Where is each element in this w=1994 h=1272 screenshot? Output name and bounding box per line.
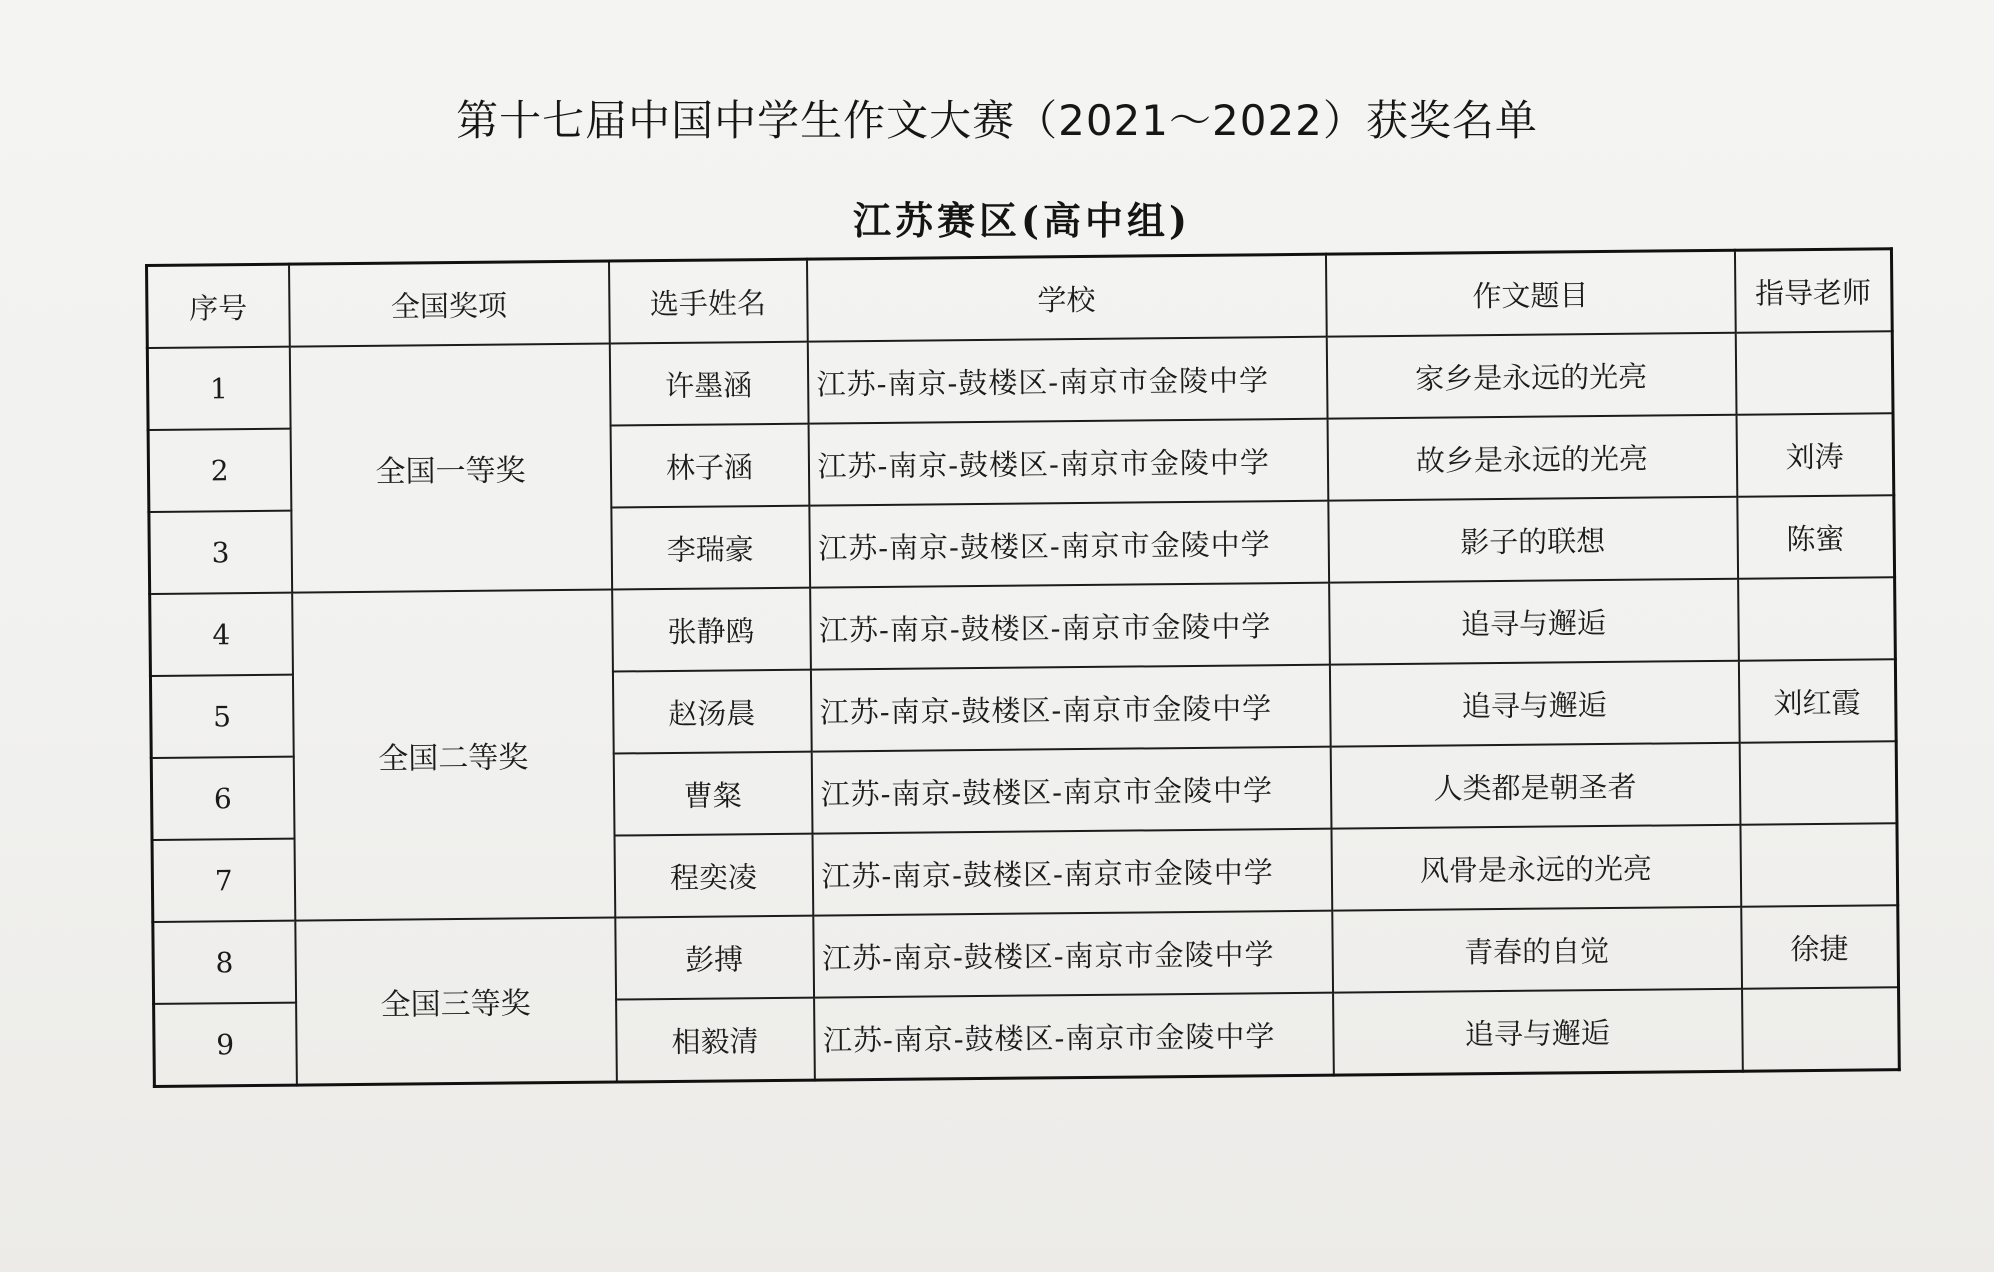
awards-table-container bbox=[145, 247, 1898, 1088]
seq-cell: 1 bbox=[147, 347, 290, 430]
teacher-cell: 陈蜜 bbox=[1737, 495, 1895, 579]
school-cell: 江苏-南京-鼓楼区-南京市金陵中学 bbox=[812, 829, 1332, 916]
seq-cell: 7 bbox=[152, 839, 295, 922]
header-seq: 序号 bbox=[147, 264, 290, 348]
document-title: 第十七届中国中学生作文大赛（2021～2022）获奖名单 bbox=[456, 96, 1538, 145]
essay-cell: 追寻与邂逅 bbox=[1329, 661, 1739, 747]
seq-cell: 5 bbox=[150, 675, 293, 758]
header-school: 学校 bbox=[806, 254, 1326, 341]
essay-cell: 风骨是永远的光亮 bbox=[1331, 825, 1741, 911]
awards-table bbox=[145, 247, 1901, 1088]
essay-cell: 故乡是永远的光亮 bbox=[1327, 415, 1737, 501]
award-cell: 全国三等奖 bbox=[295, 918, 617, 1086]
school-cell: 江苏-南京-鼓楼区-南京市金陵中学 bbox=[810, 583, 1330, 670]
essay-cell: 追寻与邂逅 bbox=[1333, 989, 1743, 1075]
seq-cell: 6 bbox=[151, 757, 294, 840]
teacher-cell: 刘涛 bbox=[1736, 413, 1894, 497]
header-essay: 作文题目 bbox=[1325, 250, 1735, 336]
name-cell: 曹粲 bbox=[613, 752, 812, 836]
seq-cell: 3 bbox=[149, 511, 292, 594]
header-name: 选手姓名 bbox=[608, 259, 807, 343]
teacher-cell bbox=[1735, 331, 1893, 415]
essay-cell: 青春的自觉 bbox=[1332, 907, 1742, 993]
essay-cell: 追寻与邂逅 bbox=[1329, 579, 1739, 665]
header-award: 全国奖项 bbox=[289, 261, 610, 347]
name-cell: 相毅清 bbox=[616, 998, 815, 1082]
school-cell: 江苏-南京-鼓楼区-南京市金陵中学 bbox=[810, 665, 1330, 752]
name-cell: 赵汤晨 bbox=[612, 670, 811, 754]
name-cell: 张静鸥 bbox=[612, 588, 811, 672]
teacher-cell bbox=[1738, 577, 1896, 661]
name-cell: 程奕凌 bbox=[614, 834, 813, 918]
seq-cell: 8 bbox=[153, 921, 296, 1004]
seq-cell: 2 bbox=[148, 429, 291, 512]
teacher-cell bbox=[1742, 987, 1900, 1071]
document-subtitle: 江苏赛区(高中组) bbox=[853, 198, 1191, 243]
school-cell: 江苏-南京-鼓楼区-南京市金陵中学 bbox=[814, 993, 1334, 1080]
essay-cell: 人类都是朝圣者 bbox=[1330, 743, 1740, 829]
school-cell: 江苏-南京-鼓楼区-南京市金陵中学 bbox=[813, 911, 1333, 998]
school-cell: 江苏-南京-鼓楼区-南京市金陵中学 bbox=[809, 501, 1329, 588]
award-cell: 全国一等奖 bbox=[289, 344, 611, 593]
seq-cell: 4 bbox=[150, 593, 293, 676]
award-cell: 全国二等奖 bbox=[292, 590, 615, 921]
header-teacher: 指导老师 bbox=[1734, 249, 1892, 333]
school-cell: 江苏-南京-鼓楼区-南京市金陵中学 bbox=[807, 337, 1327, 424]
name-cell: 许墨涵 bbox=[609, 342, 808, 426]
teacher-cell bbox=[1740, 823, 1898, 907]
seq-cell: 9 bbox=[154, 1003, 297, 1087]
name-cell: 李瑞豪 bbox=[611, 506, 810, 590]
name-cell: 彭搏 bbox=[615, 916, 814, 1000]
school-cell: 江苏-南京-鼓楼区-南京市金陵中学 bbox=[811, 747, 1331, 834]
name-cell: 林子涵 bbox=[610, 424, 809, 508]
essay-cell: 家乡是永远的光亮 bbox=[1326, 333, 1736, 419]
teacher-cell: 刘红霞 bbox=[1738, 659, 1896, 743]
essay-cell: 影子的联想 bbox=[1328, 497, 1738, 583]
school-cell: 江苏-南京-鼓楼区-南京市金陵中学 bbox=[808, 419, 1328, 506]
teacher-cell bbox=[1739, 741, 1897, 825]
teacher-cell: 徐捷 bbox=[1741, 905, 1899, 989]
